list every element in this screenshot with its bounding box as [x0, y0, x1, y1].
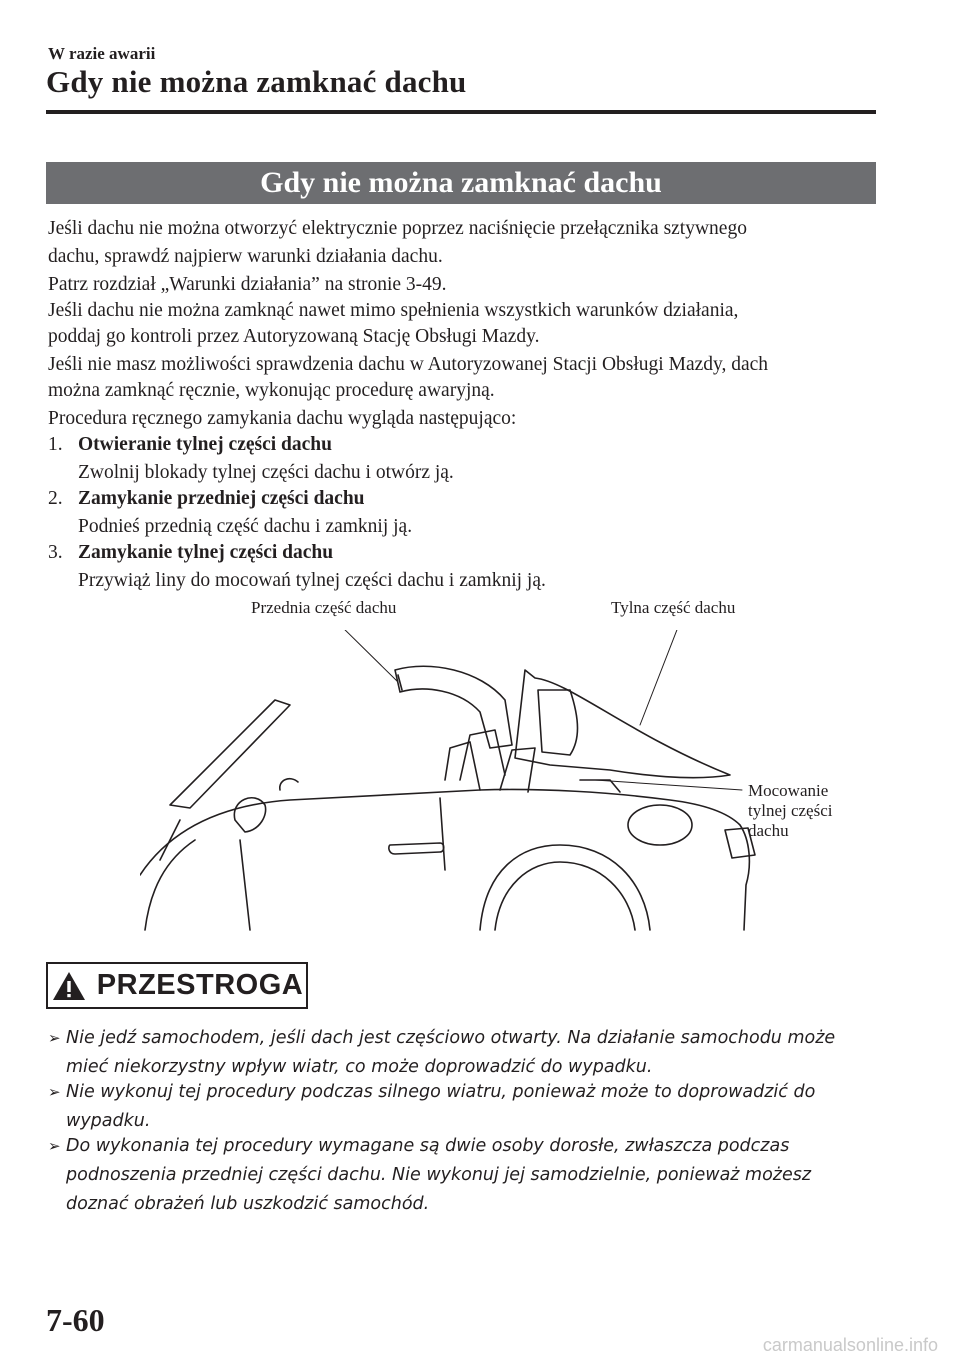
fuel-door	[628, 805, 692, 845]
caution-text-line: Nie jedź samochodem, jeśli dach jest częściowo otwarty. Na działanie samochodu może	[66, 1028, 836, 1048]
step-description: Przywiąż liny do mocowań tylnej części dachu i zamknij ją.	[78, 570, 546, 591]
rear-roof-window	[538, 690, 578, 755]
paragraph-line: Procedura ręcznego zamykania dachu wygląda następująco:	[48, 408, 517, 429]
watermark: carmanualsonline.info	[762, 1335, 938, 1355]
caution-text-line: Nie wykonuj tej procedury podczas silnego wiatru, ponieważ może to doprowadzić do	[66, 1082, 816, 1102]
warning-triangle-icon	[51, 970, 87, 1002]
step-title: Zamykanie tylnej części dachu	[78, 542, 334, 563]
paragraph-line: dachu, sprawdź najpierw warunki działania dachu.	[48, 246, 443, 267]
caution-text-line: doznać obrażeń lub uszkodzić samochód.	[66, 1194, 430, 1214]
door-edge	[240, 840, 250, 930]
step-number: 2.	[48, 488, 63, 509]
step-number: 3.	[48, 542, 63, 563]
roof-mount-bracket	[580, 780, 620, 792]
callout-mount-line: Mocowanie	[748, 781, 829, 800]
caution-item	[48, 1024, 835, 1082]
caution-text-line: podnoszenia przedniej części dachu. Nie wykonuj jej samodzielnie, ponieważ możesz	[66, 1165, 812, 1185]
rear-wheel-arch	[480, 845, 650, 930]
callout-mount-line: dachu	[748, 821, 789, 840]
arrow-bullet-icon: ➢	[48, 1083, 61, 1101]
callout-rear-roof: Tylna część dachu	[611, 598, 736, 617]
callout-front-roof: Przednia część dachu	[251, 598, 397, 617]
mirror-back	[280, 779, 298, 790]
caution-text-line: wypadku.	[66, 1111, 151, 1131]
step-description: Podnieś przednią część dachu i zamknij ją.	[78, 516, 413, 537]
section-banner: Gdy nie można zamknać dachu	[46, 162, 876, 204]
roll-hoop	[500, 748, 535, 792]
front-fender	[145, 840, 195, 930]
step-description: Zwolnij blokady tylnej części dachu i otwórz ją.	[78, 462, 454, 483]
caution-item	[48, 1078, 815, 1136]
callout-mount-line: tylnej części	[748, 801, 833, 820]
step-title: Otwieranie tylnej części dachu	[78, 434, 332, 455]
leader-line-front	[335, 630, 398, 682]
step-number: 1.	[48, 434, 63, 455]
front-roof-panel	[395, 666, 512, 748]
arrow-bullet-icon: ➢	[48, 1137, 61, 1155]
caution-item	[48, 1132, 811, 1219]
door-handle	[389, 843, 444, 854]
door-rear-edge	[440, 798, 445, 870]
caution-text-line: Do wykonania tej procedury wymagane są dwie osoby dorosłe, zwłaszcza podczas	[66, 1136, 790, 1156]
rear-roof-panel	[515, 670, 730, 778]
paragraph-line: Jeśli dachu nie można otworzyć elektrycznie poprzez naciśnięcie przełącznika sztywnego	[48, 218, 747, 239]
caution-label: PRZESTROGA	[96, 969, 304, 1001]
paragraph-line: Patrz rozdział „Warunki działania” na stronie 3-49.	[48, 274, 447, 295]
section-label: W razie awarii	[48, 44, 156, 63]
header-rule	[46, 110, 876, 114]
car-roof-illustration	[140, 630, 760, 940]
callout-mount	[748, 781, 833, 841]
seat-right	[460, 730, 505, 780]
chapter-title: Gdy nie można zamknać dachu	[46, 64, 467, 99]
page-number: 7-60	[46, 1302, 105, 1338]
step-title: Zamykanie przedniej części dachu	[78, 488, 365, 509]
arrow-bullet-icon: ➢	[48, 1029, 61, 1047]
paragraph-line: można zamknąć ręcznie, wykonując procedurę awaryjną.	[48, 380, 495, 401]
paragraph-line: Jeśli nie masz możliwości sprawdzenia dachu w Autoryzowanej Stacji Obsługi Mazdy, dach	[48, 354, 769, 375]
rear-wheel-arch-inner	[495, 862, 635, 930]
paragraph-line: Jeśli dachu nie można zamknąć nawet mimo spełnienia wszystkich warunków działania,	[48, 300, 739, 321]
windshield-frame	[170, 700, 290, 808]
caution-text-line: mieć niekorzystny wpływ wiatr, co może doprowadzić do wypadku.	[66, 1057, 653, 1077]
caution-header	[46, 962, 308, 1009]
leader-line-rear	[640, 630, 680, 725]
paragraph-line: poddaj go kontroli przez Autoryzowaną Stację Obsługi Mazdy.	[48, 326, 540, 347]
tail-light	[725, 828, 755, 858]
